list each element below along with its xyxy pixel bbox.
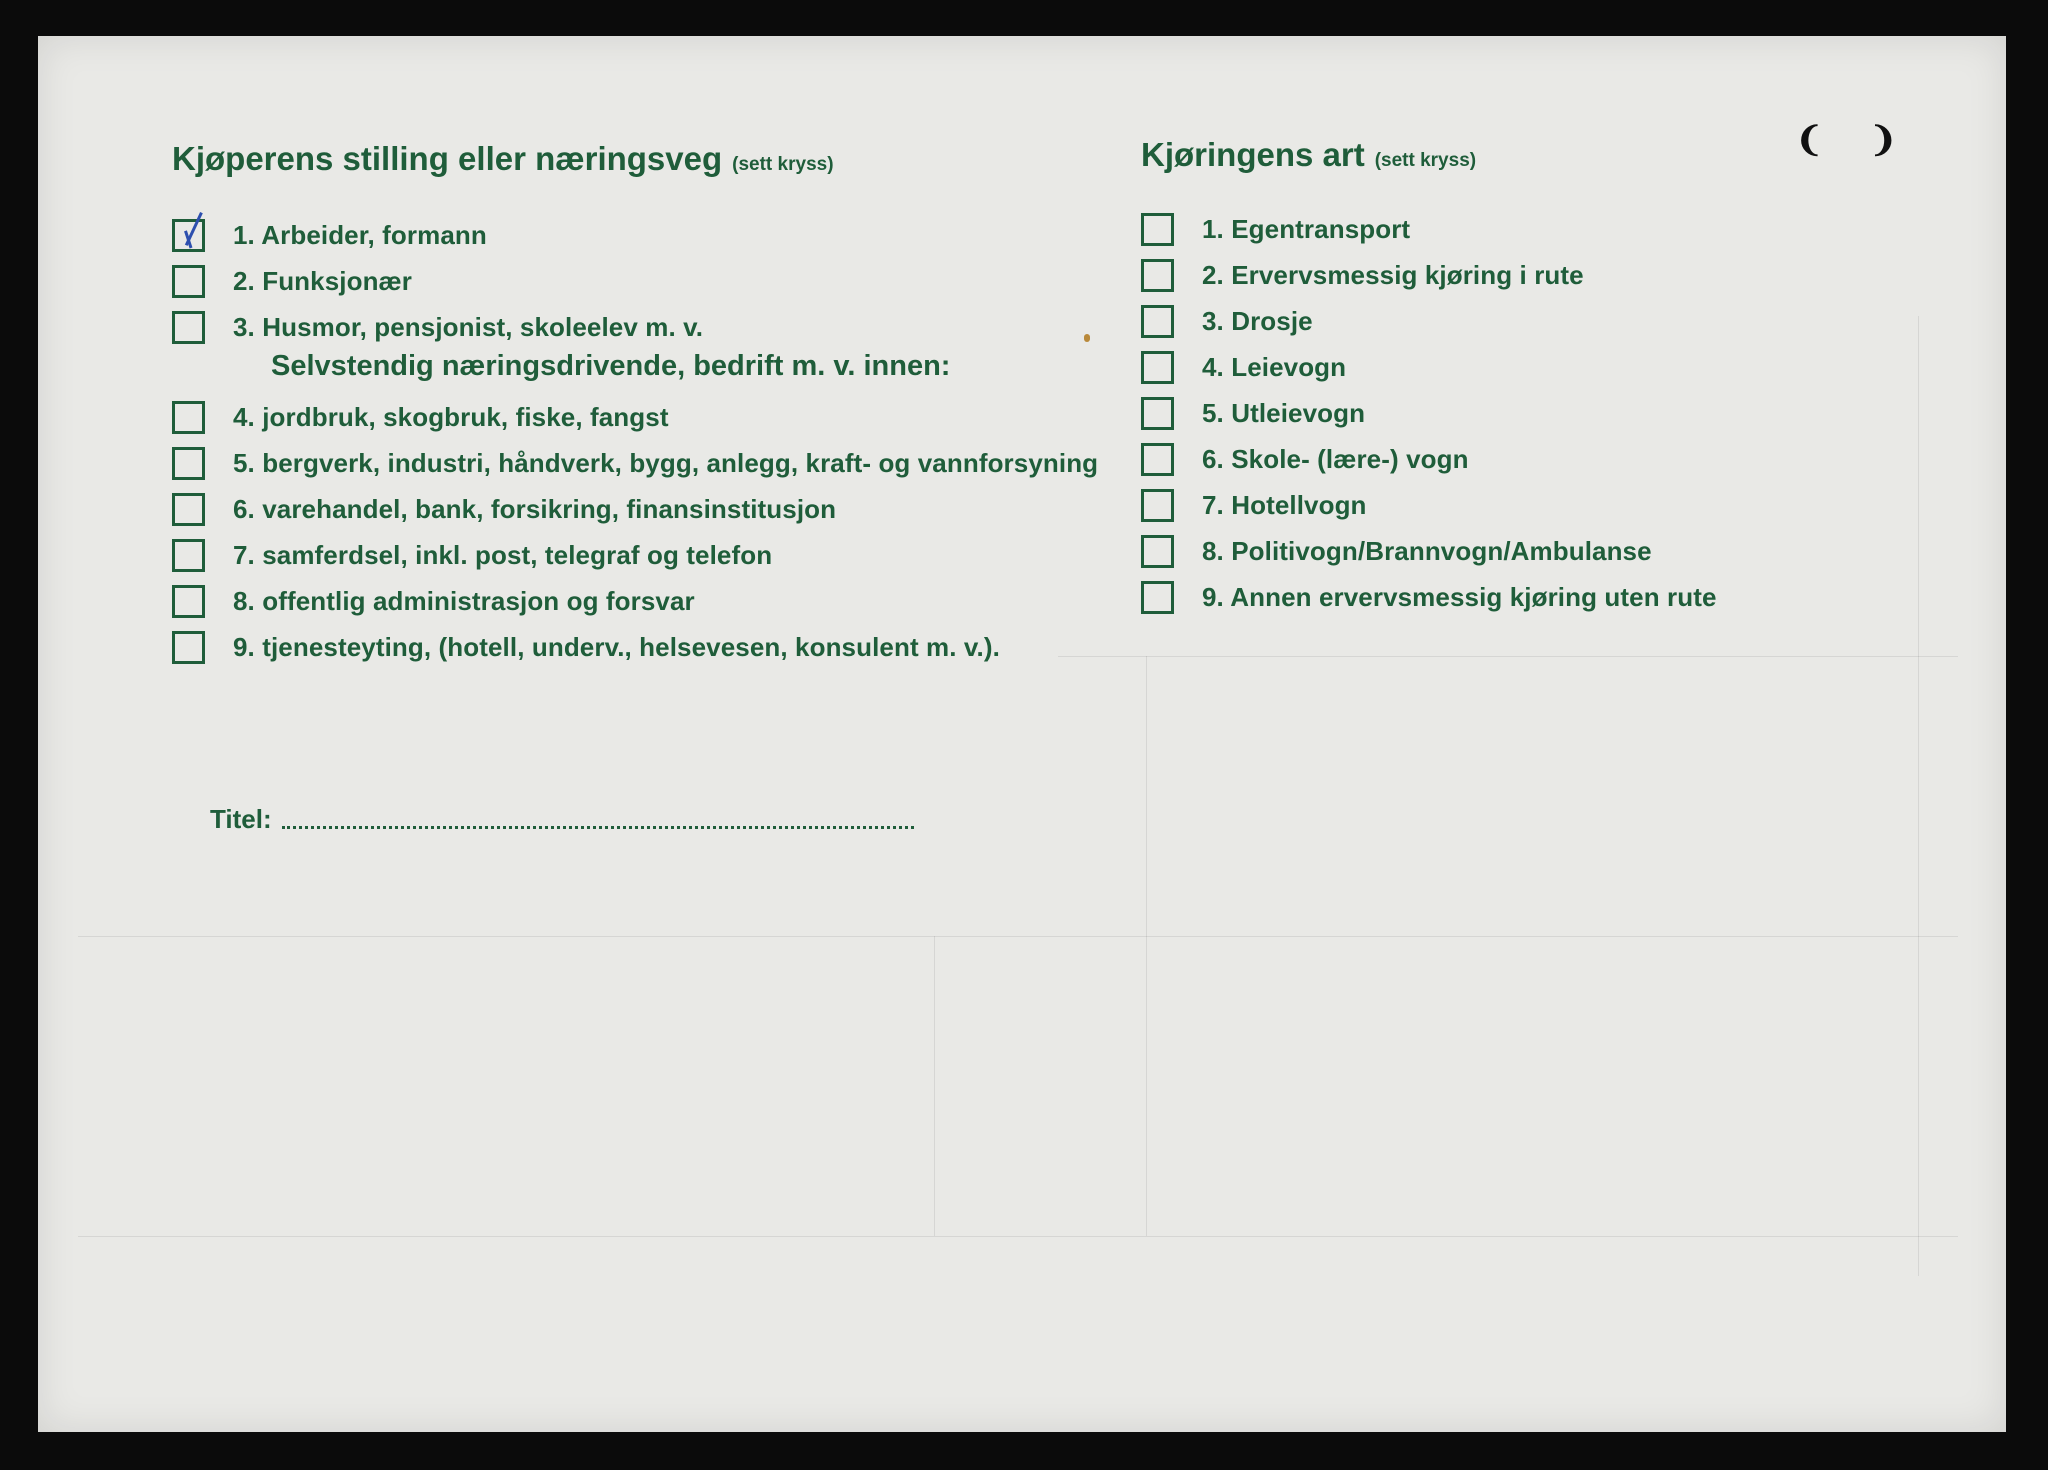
- checkbox[interactable]: [1141, 213, 1174, 246]
- checkbox[interactable]: [1141, 489, 1174, 522]
- kjoring-politivogn[interactable]: [1141, 532, 1652, 570]
- ghost-rule: [934, 936, 935, 1236]
- ghost-rule: [78, 1236, 1958, 1237]
- option-label: 2. Ervervsmessig kjøring i rute: [1202, 259, 1584, 290]
- ghost-rule: [1058, 656, 1958, 657]
- option-label: 5. Utleievogn: [1202, 397, 1366, 428]
- checkbox-checked[interactable]: [172, 219, 205, 252]
- ghost-rule: [78, 936, 1958, 937]
- checkbox[interactable]: [1141, 259, 1174, 292]
- form-page: [38, 36, 2006, 1432]
- kjoring-utleievogn[interactable]: [1141, 394, 1365, 432]
- option-husmor[interactable]: [172, 308, 703, 346]
- option-label: 1. Arbeider, formann: [233, 219, 487, 250]
- option-varehandel[interactable]: [172, 490, 836, 528]
- checkbox[interactable]: [1141, 305, 1174, 338]
- option-label: 3. Husmor, pensjonist, skoleelev m. v.: [233, 311, 704, 342]
- section-subheading: Selvstendig næringsdrivende, bedrift m. v. innen:: [271, 350, 951, 382]
- option-label: 9. Annen ervervsmessig kjøring uten rute: [1202, 581, 1717, 612]
- left-heading-text: Kjøperens stilling eller næringsveg: [172, 140, 723, 177]
- checkbox[interactable]: [172, 493, 205, 526]
- paper-speck: [1084, 334, 1090, 342]
- checkbox[interactable]: [172, 631, 205, 664]
- option-tjenesteyting[interactable]: [172, 628, 1000, 666]
- titel-label: Titel:: [210, 804, 272, 834]
- left-heading: [172, 140, 834, 178]
- option-offentlig[interactable]: [172, 582, 695, 620]
- kjoring-egentransport[interactable]: [1141, 210, 1410, 248]
- checkbox[interactable]: [172, 401, 205, 434]
- kjoring-drosje[interactable]: [1141, 302, 1313, 340]
- right-heading-text: Kjøringens art: [1141, 136, 1365, 173]
- checkbox[interactable]: [172, 447, 205, 480]
- option-label: 7. Hotellvogn: [1202, 489, 1367, 520]
- option-label: 6. varehandel, bank, forsikring, finansinstitusjon: [233, 493, 837, 524]
- option-label: 2. Funksjonær: [233, 265, 412, 296]
- checkbox[interactable]: [1141, 581, 1174, 614]
- right-heading-note: (sett kryss): [1374, 150, 1477, 171]
- option-bergverk[interactable]: [172, 444, 1098, 482]
- checkbox[interactable]: [172, 539, 205, 572]
- option-label: 8. Politivogn/Brannvogn/Ambulanse: [1202, 535, 1652, 566]
- option-label: 7. samferdsel, inkl. post, telegraf og telefon: [233, 539, 773, 570]
- checkbox[interactable]: [1141, 443, 1174, 476]
- kjoring-skolevogn[interactable]: [1141, 440, 1469, 478]
- option-jordbruk[interactable]: [172, 398, 669, 436]
- checkbox[interactable]: [1141, 535, 1174, 568]
- kjoring-leievogn[interactable]: [1141, 348, 1346, 386]
- ghost-rule: [1918, 316, 1919, 1276]
- option-label: 6. Skole- (lære-) vogn: [1202, 443, 1469, 474]
- checkbox[interactable]: [1141, 351, 1174, 384]
- kjoring-annen[interactable]: [1141, 578, 1717, 616]
- titel-field[interactable]: [210, 804, 914, 835]
- checkbox[interactable]: [1141, 397, 1174, 430]
- option-label: 4. Leievogn: [1202, 351, 1347, 382]
- option-samferdsel[interactable]: [172, 536, 772, 574]
- corner-mark: ❨ ❩: [1795, 121, 1916, 159]
- checkbox[interactable]: [172, 585, 205, 618]
- option-label: 1. Egentransport: [1202, 213, 1411, 244]
- ghost-rule: [1146, 656, 1147, 1236]
- option-funksjonaer[interactable]: [172, 262, 412, 300]
- option-label: 5. bergverk, industri, håndverk, bygg, anlegg, kraft- og vannforsyning: [233, 447, 1099, 478]
- option-arbeider[interactable]: [172, 216, 487, 254]
- left-heading-note: (sett kryss): [732, 154, 834, 175]
- option-label: 3. Drosje: [1202, 305, 1313, 336]
- checkbox[interactable]: [172, 311, 205, 344]
- option-label: 4. jordbruk, skogbruk, fiske, fangst: [233, 401, 669, 432]
- kjoring-hotellvogn[interactable]: [1141, 486, 1367, 524]
- option-label: 9. tjenesteyting, (hotell, underv., helsevesen, konsulent m. v.).: [233, 631, 1000, 662]
- kjoring-rute[interactable]: [1141, 256, 1584, 294]
- checkbox[interactable]: [172, 265, 205, 298]
- option-label: 8. offentlig administrasjon og forsvar: [233, 585, 695, 616]
- titel-dotted-line[interactable]: [282, 824, 914, 829]
- right-heading: [1141, 136, 1476, 174]
